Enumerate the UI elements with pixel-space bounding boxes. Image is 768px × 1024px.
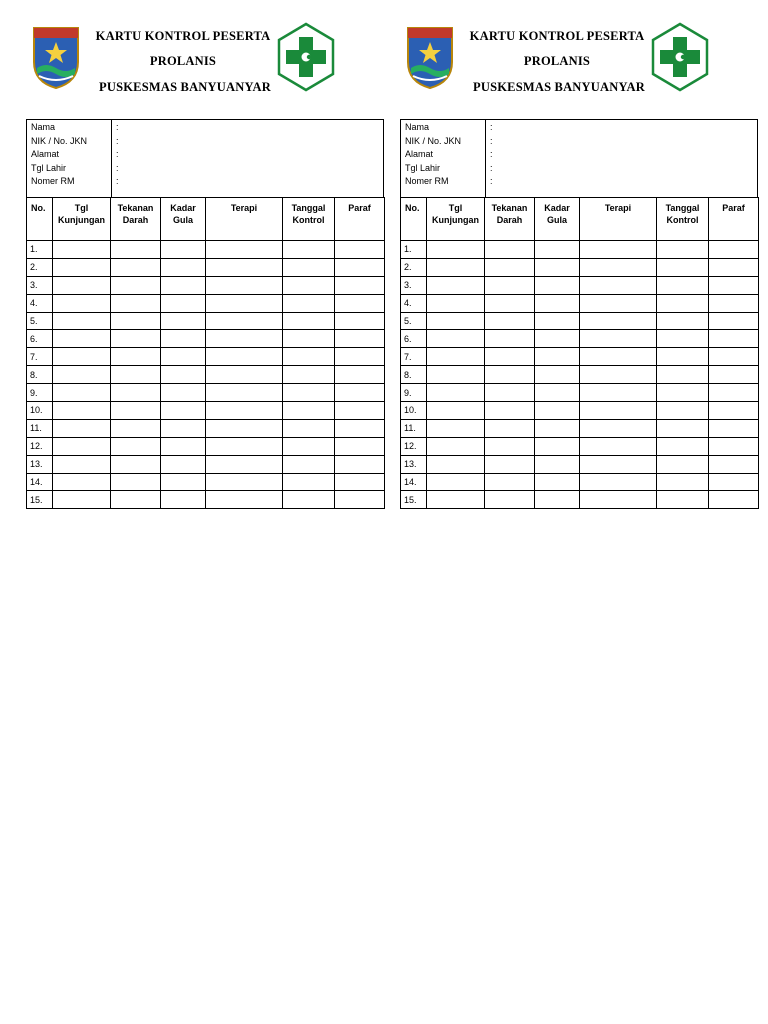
cell-kadar-gula[interactable] xyxy=(161,455,206,473)
cell-tgl-kunjungan[interactable] xyxy=(53,366,111,384)
cell-kadar-gula[interactable] xyxy=(161,437,206,455)
cell-tekanan-darah[interactable] xyxy=(485,366,535,384)
cell-tgl-kunjungan[interactable] xyxy=(427,384,485,402)
cell-tgl-kunjungan[interactable] xyxy=(53,419,111,437)
cell-paraf[interactable] xyxy=(709,437,759,455)
cell-tanggal-kontrol[interactable] xyxy=(283,437,335,455)
cell-paraf[interactable] xyxy=(709,473,759,491)
table-row xyxy=(401,330,759,348)
table-row xyxy=(401,455,759,473)
cell-kadar-gula[interactable] xyxy=(535,402,580,420)
table-row xyxy=(27,402,385,420)
cell-terapi[interactable] xyxy=(206,330,283,348)
table-row xyxy=(401,348,759,366)
cell-tgl-kunjungan[interactable] xyxy=(427,366,485,384)
cell-terapi[interactable] xyxy=(206,294,283,312)
row-number: 1. xyxy=(27,241,53,259)
row-number: 4. xyxy=(401,294,427,312)
cell-kadar-gula[interactable] xyxy=(161,258,206,276)
cell-tanggal-kontrol[interactable] xyxy=(283,366,335,384)
cell-terapi[interactable] xyxy=(206,312,283,330)
table-row xyxy=(27,330,385,348)
row-number: 4. xyxy=(27,294,53,312)
cell-tgl-kunjungan[interactable] xyxy=(53,473,111,491)
cell-tanggal-kontrol[interactable] xyxy=(657,276,709,294)
table-row xyxy=(27,473,385,491)
row-number: 6. xyxy=(401,330,427,348)
table-row xyxy=(401,366,759,384)
cell-tekanan-darah[interactable] xyxy=(485,241,535,259)
row-number: 7. xyxy=(401,348,427,366)
header-tgl-kunjungan: Tgl Kunjungan xyxy=(53,198,111,241)
table-row xyxy=(27,384,385,402)
cell-tgl-kunjungan[interactable] xyxy=(427,294,485,312)
row-number: 9. xyxy=(401,384,427,402)
row-number: 8. xyxy=(27,366,53,384)
cell-terapi[interactable] xyxy=(580,402,657,420)
cell-kadar-gula[interactable] xyxy=(535,419,580,437)
field-value[interactable]: : xyxy=(490,162,493,173)
visit-table-body xyxy=(27,241,385,509)
cell-kadar-gula[interactable] xyxy=(535,330,580,348)
cell-tgl-kunjungan[interactable] xyxy=(427,312,485,330)
cell-tanggal-kontrol[interactable] xyxy=(657,366,709,384)
cell-terapi[interactable] xyxy=(206,348,283,366)
cell-terapi[interactable] xyxy=(206,258,283,276)
cell-tekanan-darah[interactable] xyxy=(111,312,161,330)
cell-kadar-gula[interactable] xyxy=(535,455,580,473)
cell-paraf[interactable] xyxy=(709,402,759,420)
cell-tekanan-darah[interactable] xyxy=(485,330,535,348)
cell-tanggal-kontrol[interactable] xyxy=(657,402,709,420)
cell-tekanan-darah[interactable] xyxy=(485,473,535,491)
cell-tanggal-kontrol[interactable] xyxy=(283,473,335,491)
cell-tanggal-kontrol[interactable] xyxy=(283,491,335,509)
card-title-line-3: PUSKESMAS BANYUANYAR xyxy=(473,80,645,94)
cell-paraf[interactable] xyxy=(335,348,385,366)
cell-kadar-gula[interactable] xyxy=(535,366,580,384)
field-label: Tgl Lahir xyxy=(405,162,441,173)
cell-tgl-kunjungan[interactable] xyxy=(53,312,111,330)
header-no: No. xyxy=(27,198,53,241)
cell-paraf[interactable] xyxy=(335,294,385,312)
cell-terapi[interactable] xyxy=(206,491,283,509)
cell-paraf[interactable] xyxy=(335,241,385,259)
cell-paraf[interactable] xyxy=(709,330,759,348)
cell-kadar-gula[interactable] xyxy=(161,312,206,330)
cell-tgl-kunjungan[interactable] xyxy=(427,241,485,259)
cell-terapi[interactable] xyxy=(580,491,657,509)
cell-tanggal-kontrol[interactable] xyxy=(657,455,709,473)
cell-tgl-kunjungan[interactable] xyxy=(53,455,111,473)
row-number: 13. xyxy=(401,455,427,473)
row-number: 8. xyxy=(401,366,427,384)
cell-terapi[interactable] xyxy=(206,366,283,384)
cell-paraf[interactable] xyxy=(335,473,385,491)
row-number: 1. xyxy=(401,241,427,259)
patient-info-labels xyxy=(401,120,486,197)
cell-tanggal-kontrol[interactable] xyxy=(657,312,709,330)
cell-tanggal-kontrol[interactable] xyxy=(283,419,335,437)
cell-paraf[interactable] xyxy=(335,258,385,276)
cell-terapi[interactable] xyxy=(206,419,283,437)
cell-tekanan-darah[interactable] xyxy=(111,419,161,437)
cell-tgl-kunjungan[interactable] xyxy=(427,437,485,455)
visit-table xyxy=(26,197,385,509)
cell-kadar-gula[interactable] xyxy=(161,276,206,294)
table-row xyxy=(27,455,385,473)
table-row xyxy=(401,419,759,437)
cell-terapi[interactable] xyxy=(580,258,657,276)
cell-tgl-kunjungan[interactable] xyxy=(53,491,111,509)
cell-tanggal-kontrol[interactable] xyxy=(283,402,335,420)
cell-terapi[interactable] xyxy=(206,437,283,455)
cell-paraf[interactable] xyxy=(709,384,759,402)
cell-terapi[interactable] xyxy=(206,276,283,294)
table-row xyxy=(401,276,759,294)
cell-tgl-kunjungan[interactable] xyxy=(53,294,111,312)
cell-paraf[interactable] xyxy=(709,294,759,312)
field-value[interactable]: : xyxy=(116,135,119,146)
patient-info-box xyxy=(400,119,758,198)
visit-table-header xyxy=(401,198,759,241)
table-row xyxy=(27,348,385,366)
cell-kadar-gula[interactable] xyxy=(161,241,206,259)
cell-paraf[interactable] xyxy=(335,312,385,330)
table-row xyxy=(27,437,385,455)
cell-tekanan-darah[interactable] xyxy=(111,241,161,259)
cell-tekanan-darah[interactable] xyxy=(111,473,161,491)
cell-tekanan-darah[interactable] xyxy=(485,294,535,312)
cell-tekanan-darah[interactable] xyxy=(111,366,161,384)
table-row xyxy=(401,241,759,259)
cell-terapi[interactable] xyxy=(580,348,657,366)
cell-tgl-kunjungan[interactable] xyxy=(427,258,485,276)
cell-tekanan-darah[interactable] xyxy=(111,402,161,420)
field-value[interactable]: : xyxy=(116,149,119,159)
row-number: 15. xyxy=(401,491,427,509)
cell-tanggal-kontrol[interactable] xyxy=(283,241,335,259)
cell-tanggal-kontrol[interactable] xyxy=(657,294,709,312)
field-label: NIK / No. JKN xyxy=(31,135,88,146)
control-card-right xyxy=(400,0,760,512)
header-tekanan-darah: Tekanan Darah xyxy=(111,198,161,241)
table-row xyxy=(401,258,759,276)
row-number: 12. xyxy=(401,437,427,455)
patient-info-values xyxy=(490,121,493,189)
cell-paraf[interactable] xyxy=(335,437,385,455)
cell-kadar-gula[interactable] xyxy=(161,473,206,491)
visit-table-header xyxy=(27,198,385,241)
cell-tekanan-darah[interactable] xyxy=(485,348,535,366)
field-label: Tgl Lahir xyxy=(31,162,67,173)
cell-tanggal-kontrol[interactable] xyxy=(657,330,709,348)
header-no: No. xyxy=(401,198,427,241)
row-number: 10. xyxy=(401,402,427,420)
header-terapi: Terapi xyxy=(580,198,657,241)
row-number: 10. xyxy=(27,402,53,420)
cell-tgl-kunjungan[interactable] xyxy=(53,258,111,276)
table-row xyxy=(27,294,385,312)
cell-tanggal-kontrol[interactable] xyxy=(283,312,335,330)
card-title-line-1: KARTU KONTROL PESERTA xyxy=(469,29,645,43)
card-title-line-2: PROLANIS xyxy=(523,54,591,68)
cell-tanggal-kontrol[interactable] xyxy=(283,258,335,276)
cell-terapi[interactable] xyxy=(580,473,657,491)
row-number: 14. xyxy=(27,473,53,491)
cell-tanggal-kontrol[interactable] xyxy=(657,437,709,455)
header-paraf: Paraf xyxy=(709,198,759,241)
cell-tanggal-kontrol[interactable] xyxy=(657,419,709,437)
cell-tgl-kunjungan[interactable] xyxy=(53,437,111,455)
cell-kadar-gula[interactable] xyxy=(535,276,580,294)
table-row xyxy=(27,276,385,294)
cell-terapi[interactable] xyxy=(580,366,657,384)
header-kadar-gula: Kadar Gula xyxy=(535,198,580,241)
cell-paraf[interactable] xyxy=(335,491,385,509)
cell-tanggal-kontrol[interactable] xyxy=(283,455,335,473)
cell-tekanan-darah[interactable] xyxy=(111,276,161,294)
field-label: Alamat xyxy=(31,149,60,159)
cell-paraf[interactable] xyxy=(709,312,759,330)
cell-tgl-kunjungan[interactable] xyxy=(53,402,111,420)
field-label: Alamat xyxy=(405,149,434,159)
cell-tgl-kunjungan[interactable] xyxy=(427,402,485,420)
cell-kadar-gula[interactable] xyxy=(161,330,206,348)
row-number: 3. xyxy=(27,276,53,294)
cell-paraf[interactable] xyxy=(709,258,759,276)
cell-tekanan-darah[interactable] xyxy=(111,437,161,455)
row-number: 5. xyxy=(401,312,427,330)
cell-terapi[interactable] xyxy=(206,455,283,473)
cell-kadar-gula[interactable] xyxy=(535,294,580,312)
cell-tanggal-kontrol[interactable] xyxy=(283,384,335,402)
field-value[interactable]: : xyxy=(490,176,493,186)
cell-terapi[interactable] xyxy=(580,455,657,473)
cell-kadar-gula[interactable] xyxy=(535,241,580,259)
field-label: Nomer RM xyxy=(405,176,449,186)
cell-tekanan-darah[interactable] xyxy=(485,419,535,437)
table-row xyxy=(27,366,385,384)
cell-kadar-gula[interactable] xyxy=(535,348,580,366)
row-number: 12. xyxy=(27,437,53,455)
row-number: 5. xyxy=(27,312,53,330)
cell-tgl-kunjungan[interactable] xyxy=(53,330,111,348)
cell-tgl-kunjungan[interactable] xyxy=(427,276,485,294)
cell-kadar-gula[interactable] xyxy=(535,437,580,455)
row-number: 13. xyxy=(27,455,53,473)
patient-info-labels xyxy=(27,120,112,197)
cell-tekanan-darah[interactable] xyxy=(111,294,161,312)
cell-tanggal-kontrol[interactable] xyxy=(283,348,335,366)
header-kadar-gula: Kadar Gula xyxy=(161,198,206,241)
cell-tekanan-darah[interactable] xyxy=(485,402,535,420)
cell-kadar-gula[interactable] xyxy=(535,491,580,509)
cell-tekanan-darah[interactable] xyxy=(485,276,535,294)
table-row xyxy=(401,491,759,509)
cell-tgl-kunjungan[interactable] xyxy=(53,384,111,402)
visit-table-body xyxy=(401,241,759,509)
cell-tgl-kunjungan[interactable] xyxy=(53,241,111,259)
cell-terapi[interactable] xyxy=(206,473,283,491)
cell-paraf[interactable] xyxy=(709,419,759,437)
field-value[interactable]: : xyxy=(490,135,493,146)
cell-paraf[interactable] xyxy=(709,366,759,384)
cell-kadar-gula[interactable] xyxy=(535,258,580,276)
field-value[interactable]: : xyxy=(116,122,119,132)
cell-terapi[interactable] xyxy=(580,330,657,348)
cell-tgl-kunjungan[interactable] xyxy=(427,473,485,491)
field-label: NIK / No. JKN xyxy=(405,135,462,146)
cell-tekanan-darah[interactable] xyxy=(485,437,535,455)
field-label: Nama xyxy=(405,122,430,132)
cell-tgl-kunjungan[interactable] xyxy=(427,455,485,473)
card-title-line-3: PUSKESMAS BANYUANYAR xyxy=(99,80,271,94)
cell-tekanan-darah[interactable] xyxy=(111,455,161,473)
field-value[interactable]: : xyxy=(490,122,493,132)
cell-terapi[interactable] xyxy=(580,312,657,330)
row-number: 7. xyxy=(27,348,53,366)
cell-paraf[interactable] xyxy=(335,384,385,402)
row-number: 14. xyxy=(401,473,427,491)
field-label: Nama xyxy=(31,122,56,132)
cell-tekanan-darah[interactable] xyxy=(111,384,161,402)
table-row xyxy=(401,437,759,455)
cell-kadar-gula[interactable] xyxy=(161,491,206,509)
cell-tanggal-kontrol[interactable] xyxy=(657,473,709,491)
cell-tanggal-kontrol[interactable] xyxy=(283,330,335,348)
puskesmas-emblem-icon xyxy=(650,22,710,92)
card-title-line-2: PROLANIS xyxy=(149,54,217,68)
cell-tekanan-darah[interactable] xyxy=(485,312,535,330)
cell-paraf[interactable] xyxy=(709,455,759,473)
cell-kadar-gula[interactable] xyxy=(161,402,206,420)
row-number: 2. xyxy=(401,258,427,276)
cell-paraf[interactable] xyxy=(335,276,385,294)
cell-terapi[interactable] xyxy=(580,437,657,455)
cell-tekanan-darah[interactable] xyxy=(111,348,161,366)
cell-kadar-gula[interactable] xyxy=(535,473,580,491)
field-label: Nomer RM xyxy=(31,176,75,186)
table-row xyxy=(27,312,385,330)
cell-tekanan-darah[interactable] xyxy=(485,491,535,509)
cell-paraf[interactable] xyxy=(335,419,385,437)
table-row xyxy=(401,473,759,491)
cell-paraf[interactable] xyxy=(335,455,385,473)
header-tanggal-kontrol: Tanggal Kontrol xyxy=(657,198,709,241)
cell-kadar-gula[interactable] xyxy=(161,384,206,402)
cell-tanggal-kontrol[interactable] xyxy=(657,258,709,276)
cell-kadar-gula[interactable] xyxy=(161,366,206,384)
cell-tanggal-kontrol[interactable] xyxy=(657,348,709,366)
field-value[interactable]: : xyxy=(116,176,119,186)
cell-tgl-kunjungan[interactable] xyxy=(53,348,111,366)
cell-terapi[interactable] xyxy=(206,384,283,402)
row-number: 11. xyxy=(401,419,427,437)
field-value[interactable]: : xyxy=(116,162,119,173)
cell-terapi[interactable] xyxy=(206,402,283,420)
cell-terapi[interactable] xyxy=(580,419,657,437)
cell-paraf[interactable] xyxy=(709,491,759,509)
row-number: 15. xyxy=(27,491,53,509)
cell-tekanan-darah[interactable] xyxy=(111,258,161,276)
cell-tekanan-darah[interactable] xyxy=(111,491,161,509)
row-number: 2. xyxy=(27,258,53,276)
row-number: 9. xyxy=(27,384,53,402)
cell-tgl-kunjungan[interactable] xyxy=(427,330,485,348)
cell-tekanan-darah[interactable] xyxy=(111,330,161,348)
cell-tanggal-kontrol[interactable] xyxy=(657,491,709,509)
cell-tgl-kunjungan[interactable] xyxy=(53,276,111,294)
cell-tanggal-kontrol[interactable] xyxy=(283,276,335,294)
table-row xyxy=(401,384,759,402)
field-value[interactable]: : xyxy=(490,149,493,159)
cell-tanggal-kontrol[interactable] xyxy=(283,294,335,312)
cell-tanggal-kontrol[interactable] xyxy=(657,384,709,402)
table-row xyxy=(401,402,759,420)
cell-paraf[interactable] xyxy=(709,241,759,259)
patient-info-values xyxy=(116,121,119,189)
cell-kadar-gula[interactable] xyxy=(161,419,206,437)
cell-kadar-gula[interactable] xyxy=(535,312,580,330)
header-tekanan-darah: Tekanan Darah xyxy=(485,198,535,241)
cell-paraf[interactable] xyxy=(335,330,385,348)
cell-kadar-gula[interactable] xyxy=(535,384,580,402)
cell-kadar-gula[interactable] xyxy=(161,294,206,312)
header-tgl-kunjungan: Tgl Kunjungan xyxy=(427,198,485,241)
cell-kadar-gula[interactable] xyxy=(161,348,206,366)
cell-terapi[interactable] xyxy=(580,384,657,402)
header-tanggal-kontrol: Tanggal Kontrol xyxy=(283,198,335,241)
table-row xyxy=(27,241,385,259)
header-terapi: Terapi xyxy=(206,198,283,241)
puskesmas-emblem-icon xyxy=(276,22,336,92)
cell-terapi[interactable] xyxy=(580,276,657,294)
cell-tgl-kunjungan[interactable] xyxy=(427,348,485,366)
cell-paraf[interactable] xyxy=(335,402,385,420)
card-title-line-1: KARTU KONTROL PESERTA xyxy=(95,29,271,43)
visit-table xyxy=(400,197,759,509)
cell-paraf[interactable] xyxy=(709,348,759,366)
cell-tgl-kunjungan[interactable] xyxy=(427,419,485,437)
cell-terapi[interactable] xyxy=(580,241,657,259)
cell-tgl-kunjungan[interactable] xyxy=(427,491,485,509)
row-number: 11. xyxy=(27,419,53,437)
row-number: 6. xyxy=(27,330,53,348)
table-row xyxy=(401,294,759,312)
table-row xyxy=(27,258,385,276)
cell-terapi[interactable] xyxy=(580,294,657,312)
header-paraf: Paraf xyxy=(335,198,385,241)
table-row xyxy=(401,312,759,330)
cell-tekanan-darah[interactable] xyxy=(485,384,535,402)
cell-paraf[interactable] xyxy=(709,276,759,294)
row-number: 3. xyxy=(401,276,427,294)
control-card-left xyxy=(26,0,386,512)
cell-tekanan-darah[interactable] xyxy=(485,455,535,473)
cell-paraf[interactable] xyxy=(335,366,385,384)
table-row xyxy=(27,491,385,509)
cell-terapi[interactable] xyxy=(206,241,283,259)
cell-tekanan-darah[interactable] xyxy=(485,258,535,276)
cell-tanggal-kontrol[interactable] xyxy=(657,241,709,259)
table-row xyxy=(27,419,385,437)
patient-info-box xyxy=(26,119,384,198)
